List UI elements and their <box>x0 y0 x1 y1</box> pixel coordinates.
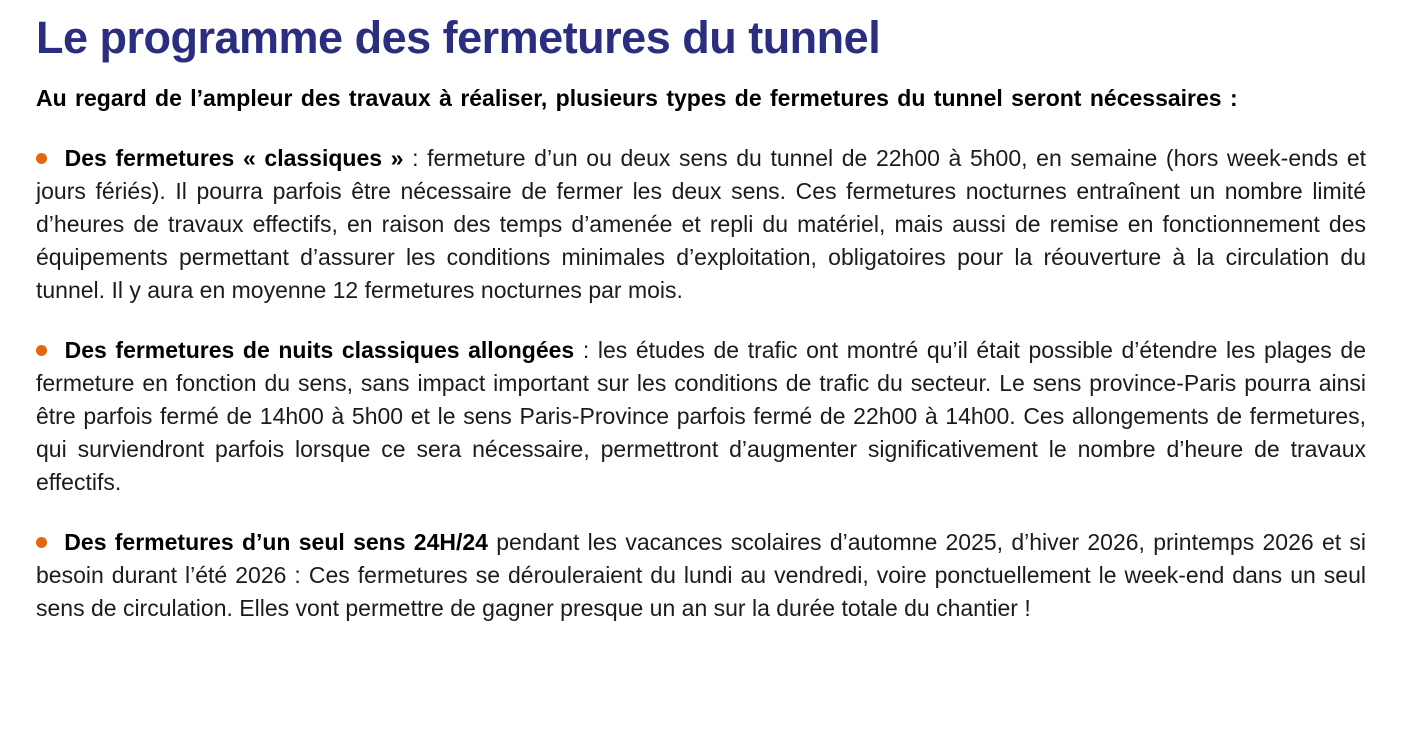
bullet-paragraph-extended-night-closures <box>36 334 1366 499</box>
bullet-icon <box>36 153 47 164</box>
bullet-lead-bold: Des fermetures de nuits classiques allongées <box>64 336 575 363</box>
bullet-lead-bold: Des fermetures d’un seul sens 24H/24 <box>64 528 488 555</box>
bullet-body-text: : fermeture d’un ou deux sens du tunnel de 22h00 à 5h00, en semaine (hors week-ends et jours fériés). Il pourra parfois être nécessaire de fermer les deux sens. Ces fermetures nocturnes entraînent un nombre limité d’heures de travaux effectifs, en raison des temps d’amenée et repli du matériel, mais aussi de remise en fonctionnement des équipements permettant d’assurer les conditions minimales d’exploitation, obligatoires pour la réouverture à la circulation du tunnel. Il y aura en moyenne 12 fermetures nocturnes par mois. <box>36 144 1367 303</box>
bullet-lead-bold: Des fermetures « classiques » <box>64 144 404 171</box>
bullet-icon <box>36 537 47 548</box>
intro-paragraph: Au regard de l’ampleur des travaux à réaliser, plusieurs types de fermetures du tunnel seront nécessaires : <box>36 84 1238 111</box>
bullet-body-text: pendant les vacances scolaires d’automne 2025, d’hiver 2026, printemps 2026 et si besoin durant l’été 2026 : Ces fermetures se dérouleraient du lundi au vendredi, voire ponctuellement le week-end dans un seul sens de circulation. Elles vont permettre de gagner presque un an sur la durée totale du chantier ! <box>36 528 1367 621</box>
bullet-paragraph-single-direction-closures <box>36 526 1366 625</box>
page-title: Le programme des fermetures du tunnel <box>36 12 881 63</box>
bullet-body-text: : les études de trafic ont montré qu’il était possible d’étendre les plages de fermeture en fonction du sens, sans impact important sur les conditions de trafic du secteur. Le sens province-Paris pourra ainsi être parfois fermé de 14h00 à 5h00 et le sens Paris-Province parfois fermé de 22h00 à 14h00. Ces allongements de fermetures, qui surviendront parfois lorsque ce sera nécessaire, permettront d’augmenter significativement le nombre d’heure de travaux effectifs. <box>36 336 1366 495</box>
bullet-paragraph-classic-closures <box>36 142 1366 307</box>
bullet-icon <box>36 345 47 356</box>
